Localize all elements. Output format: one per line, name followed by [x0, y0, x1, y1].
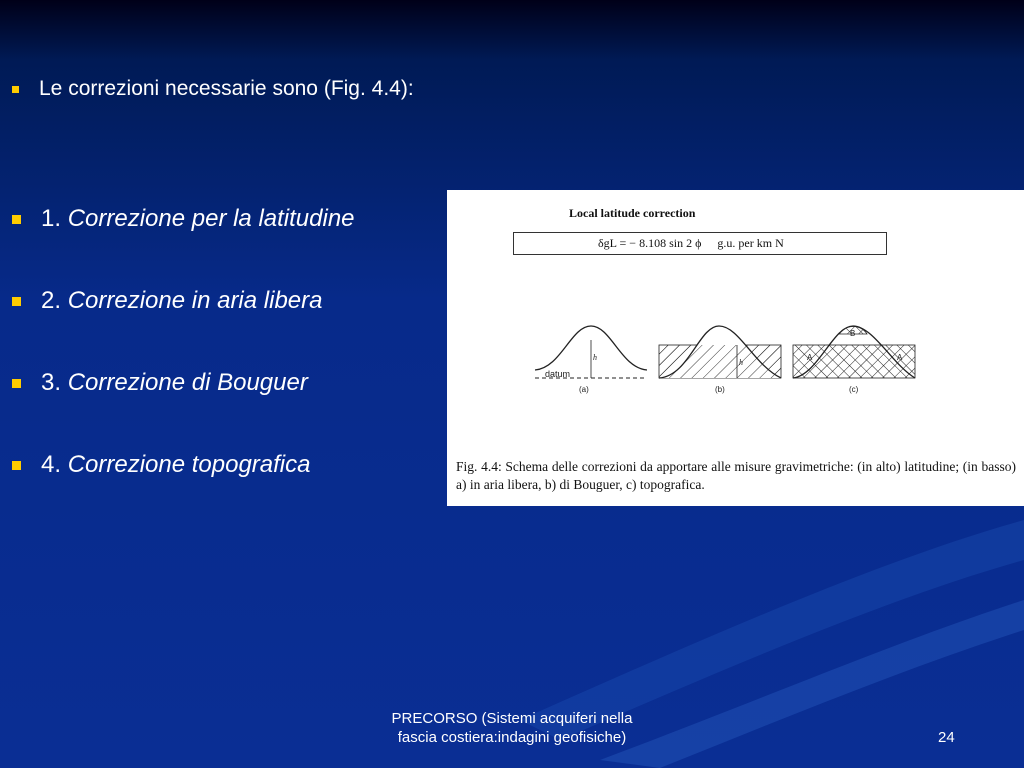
- item-label: Correzione topografica: [67, 451, 311, 478]
- correction-diagram: [531, 320, 931, 400]
- svg-text:A: A: [807, 353, 813, 362]
- svg-text:datum: datum: [545, 369, 571, 379]
- formula-unit: g.u. per km N: [717, 236, 784, 250]
- footer-line-1: PRECORSO (Sistemi acquiferi nella: [391, 710, 633, 727]
- item-label: Correzione per la latitudine: [67, 205, 355, 232]
- bullet-square-icon: [12, 297, 21, 306]
- item-number: 3.: [41, 369, 62, 396]
- figure-4-4: [447, 190, 1024, 506]
- intro-bullet: [12, 76, 432, 102]
- item-number: 1.: [41, 205, 62, 232]
- bullet-square-icon: [12, 379, 21, 388]
- footer-text: [362, 709, 662, 747]
- bullet-square-icon: [12, 461, 21, 470]
- bullet-square-icon: [12, 215, 21, 224]
- formula: δgL = − 8.108 sin 2 ϕ: [598, 236, 702, 250]
- figure-title: Local latitude correction: [569, 206, 696, 220]
- diagram-a: [535, 326, 647, 394]
- list-item: [12, 286, 322, 316]
- svg-text:(c): (c): [849, 385, 859, 394]
- svg-text:h: h: [593, 353, 597, 362]
- formula-box: [513, 232, 887, 255]
- intro-text: Le correzioni necessarie sono (Fig. 4.4):: [39, 77, 414, 100]
- page-number: 24: [938, 729, 955, 746]
- item-label: Correzione in aria libera: [67, 287, 323, 314]
- list-item: [12, 368, 308, 398]
- list-item: [12, 450, 311, 480]
- diagram-b: [659, 326, 781, 394]
- svg-text:(a): (a): [579, 385, 589, 394]
- svg-text:B: B: [850, 329, 856, 338]
- list-item: [12, 204, 355, 234]
- bullet-square-icon: [12, 86, 19, 93]
- svg-text:h: h: [739, 358, 743, 367]
- diagram-c: [793, 326, 915, 394]
- item-label: Correzione di Bouguer: [67, 369, 308, 396]
- item-number: 4.: [41, 451, 62, 478]
- figure-caption: Fig. 4.4: Schema delle correzioni da apportare alle misure gravimetriche: (in alto) latitudine; (in basso) a) in aria libera, b) di Bouguer, c) topografica.: [456, 459, 1016, 492]
- item-number: 2.: [41, 287, 62, 314]
- footer-line-2: fascia costiera:indagini geofisiche): [397, 729, 627, 746]
- svg-text:A: A: [897, 353, 903, 362]
- svg-text:(b): (b): [715, 385, 725, 394]
